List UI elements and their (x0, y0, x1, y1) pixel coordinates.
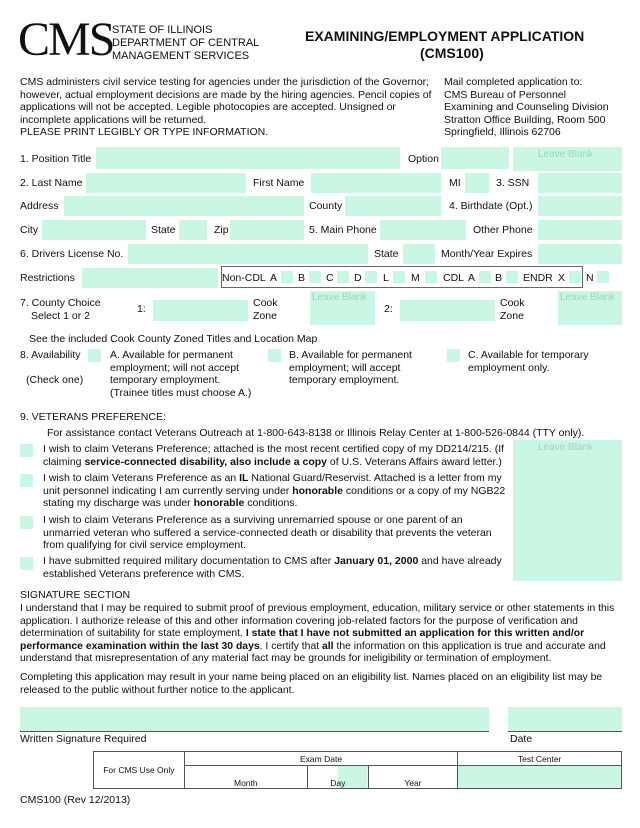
intro-line: applications will not be accepted. Legible photocopies are accepted. Unsigned or (20, 101, 396, 113)
veterans-option-line: established Veterans preference with CMS. (43, 567, 245, 580)
noncdl-m-checkbox[interactable] (425, 271, 437, 283)
eligibility-line: released to the public without further notice to the applicant. (20, 684, 295, 696)
availability-b-text (289, 349, 412, 387)
license-state-field[interactable] (403, 244, 435, 264)
text-run-bold: January 01, 2000 (334, 555, 419, 567)
form-number-title: (CMS100) (420, 45, 484, 61)
birthdate-field[interactable] (538, 196, 622, 216)
last-name-label: 2. Last Name (20, 177, 83, 189)
leave-blank-text: Leave Blank (538, 149, 594, 160)
text-run-bold: service-connected disability, also include a copy (84, 455, 327, 468)
noncdl-l-checkbox[interactable] (393, 271, 405, 283)
cook-zone-1-label: Cook (253, 297, 278, 309)
cms-use-table (93, 751, 622, 789)
org-line-2: DEPARTMENT OF CENTRAL (112, 37, 260, 49)
veterans-option-line (43, 497, 505, 510)
signature-statement (20, 603, 614, 666)
veterans-option-line: unmarried veteran who suffered a service-connected death or disability that prevents the veteran (43, 526, 492, 539)
text-run-bold: performance examination within the last 30 days (20, 640, 260, 652)
availability-b-line: employment; will accept (289, 361, 401, 374)
check-one-label: (Check one) (26, 374, 84, 386)
text-run-bold: honorable (292, 484, 343, 497)
endr-x-checkbox[interactable] (569, 271, 581, 283)
noncdl-l-label: L (383, 272, 389, 284)
text-run: . I certify that (259, 640, 323, 652)
date-label: Date (510, 733, 533, 745)
zip-field[interactable] (230, 220, 304, 240)
availability-a-line: temporary employment. (110, 374, 221, 386)
expires-field[interactable] (538, 244, 622, 264)
veterans-option-line: I wish to claim Veterans Preference; attached is the most recent certified copy of my DD214/215. (If (43, 443, 505, 455)
mail-line: Mail completed application to: (444, 76, 583, 88)
leave-blank-box (558, 291, 622, 325)
noncdl-b-checkbox[interactable] (309, 271, 321, 283)
mail-line: CMS Bureau of Personnel (444, 88, 566, 101)
text-run-bold: I state that I have not submitted an application for this written and/or (245, 628, 585, 639)
availability-a-text (110, 349, 251, 399)
expires-label: Month/Year Expires (441, 248, 533, 260)
date-line-rule (508, 731, 622, 732)
signature-line: understand that misrepresentation of any material fact may be grounds for ineligibility or termination of employment. (20, 653, 552, 664)
text-run: and have already (418, 555, 502, 567)
noncdl-d-label: D (354, 272, 362, 284)
date-field[interactable] (508, 707, 622, 731)
license-state-label: State (374, 248, 399, 260)
text-run: I have submitted required military documentation to CMS after (43, 555, 335, 567)
cms-use-label: For CMS Use Only (94, 752, 185, 789)
availability-c-line: C. Available for temporary (468, 349, 589, 361)
veterans-option-3-checkbox[interactable] (20, 516, 33, 529)
text-run-bold: IL (239, 472, 249, 484)
state-field[interactable] (179, 220, 207, 240)
text-run: determination of suitability for state employment. (20, 628, 246, 639)
cdl-a-label: A (468, 272, 476, 284)
leave-blank-text: Leave Blank (560, 292, 616, 303)
availability-b-line: B. Available for permanent (289, 349, 412, 361)
county-choice-2-field[interactable] (400, 300, 495, 321)
signature-line (20, 628, 614, 641)
veterans-option-line (43, 555, 502, 568)
veterans-option-2-text (43, 472, 505, 510)
state-label: State (151, 224, 176, 236)
cms-logo: CMS (18, 13, 114, 66)
option-field[interactable] (441, 147, 509, 169)
leave-blank-box (513, 147, 622, 171)
cdl-label: CDL (443, 272, 465, 284)
text-run: the information on this application is true and accurate and (333, 640, 606, 652)
veterans-option-3-text (43, 514, 492, 552)
veterans-option-line (43, 485, 505, 498)
cook-zone-2-label: Cook (500, 297, 525, 309)
noncdl-a-label: A (270, 272, 278, 284)
org-line-3: MANAGEMENT SERVICES (112, 50, 250, 62)
main-phone-label: 5. Main Phone (309, 224, 377, 236)
position-title-field[interactable] (96, 147, 400, 169)
city-label: City (20, 224, 39, 236)
cdl-b-checkbox[interactable] (506, 271, 518, 283)
county-choice-1-field[interactable] (153, 300, 248, 321)
county-label: County (309, 200, 343, 212)
day-cell: Day (307, 766, 368, 789)
mail-line: Springfield, Illinois 62706 (444, 126, 561, 138)
form-revision: CMS100 (Rev 12/2013) (20, 794, 131, 806)
birthdate-label: 4. Birthdate (Opt.) (449, 200, 533, 212)
ssn-label: 3. SSN (496, 177, 530, 189)
intro-line: however, actual employment decisions are made by the hiring agencies. Pencil copies of (20, 88, 432, 101)
veterans-contact: For assistance contact Veterans Outreach at 1-800-643-8138 or Illinois Relay Center at 1-800-526-0844 (TTY only). (47, 427, 585, 439)
text-run-bold: honorable (193, 497, 245, 509)
availability-a-line: employment; will not accept (110, 361, 239, 374)
position-title-label: 1. Position Title (20, 153, 92, 165)
zip-label: Zip (214, 224, 229, 236)
cook-county-note: See the included Cook County Zoned Titles and Location Map (29, 333, 318, 345)
text-run: unit personnel indicating I am currently serving under (43, 484, 293, 497)
veterans-option-4-text (43, 555, 502, 580)
veterans-option-2-checkbox[interactable] (20, 474, 33, 487)
availability-c-checkbox[interactable] (447, 349, 460, 362)
choice-1-label: 1: (137, 303, 146, 315)
cook-zone-2-label-2: Zone (500, 310, 524, 322)
text-run: National Guard/Reservist. Attached is a letter from my (248, 472, 502, 484)
text-run: I wish to claim Veterans Preference as an (43, 472, 240, 484)
veterans-option-line: from qualifying for civil service employment. (43, 539, 247, 551)
county-field[interactable] (345, 196, 441, 216)
signature-line: application. I authorize release of this and other information covering job-related factors for the purpose of verification and (20, 615, 578, 627)
veterans-option-1-checkbox[interactable] (20, 444, 33, 457)
noncdl-a-checkbox[interactable] (281, 271, 293, 283)
signature-line (20, 641, 614, 654)
signature-heading: SIGNATURE SECTION (20, 589, 131, 601)
availability-a-line: (Trainee titles must choose A.) (110, 386, 252, 399)
mail-line: Stratton Office Building, Room 500 (444, 113, 606, 126)
mi-label: MI (449, 177, 461, 189)
restrictions-label: Restrictions (20, 272, 75, 284)
option-label: Option (408, 153, 439, 165)
availability-c-text (468, 349, 589, 374)
text-run: stating my discharge was under (43, 497, 194, 509)
county-choice-label: 7. County Choice (20, 297, 101, 309)
license-field[interactable] (128, 244, 368, 264)
other-phone-field[interactable] (538, 220, 622, 240)
noncdl-c-label: C (326, 272, 334, 284)
main-phone-field[interactable] (380, 220, 466, 240)
endr-n-checkbox[interactable] (597, 271, 609, 283)
availability-a-line: A. Available for permanent (110, 349, 233, 361)
choice-2-label: 2: (384, 303, 393, 315)
last-name-field[interactable] (86, 173, 246, 193)
written-signature-label: Written Signature Required (20, 733, 147, 745)
availability-b-line: temporary employment. (289, 374, 400, 386)
month-cell: Month (184, 766, 307, 789)
noncdl-b-label: B (298, 272, 306, 284)
mail-address (444, 76, 609, 139)
veterans-option-1-text (43, 443, 504, 468)
address-label: Address (20, 200, 59, 212)
veterans-option-line (43, 472, 505, 485)
noncdl-m-label: M (411, 272, 420, 284)
address-field[interactable] (64, 196, 304, 216)
exam-date-header: Exam Date (184, 752, 458, 766)
leave-blank-text: Leave Blank (538, 442, 594, 453)
test-center-header: Test Center (458, 752, 622, 766)
intro-line: PLEASE PRINT LEGIBLY OR TYPE INFORMATION. (20, 126, 269, 138)
leave-blank-text: Leave Blank (312, 292, 368, 303)
text-run: of U.S. Veterans Affairs award letter.) (327, 455, 502, 468)
availability-a-checkbox[interactable] (88, 349, 101, 362)
leave-blank-box (310, 291, 375, 325)
test-center-cell (458, 766, 622, 789)
other-phone-label: Other Phone (473, 224, 533, 236)
intro-line: CMS administers civil service testing for agencies under the jurisdiction of the Governor; (20, 76, 430, 88)
year-cell: Year (368, 766, 458, 789)
cdl-a-checkbox[interactable] (479, 271, 491, 283)
veterans-option-line: I wish to claim Veterans Preference as a surviving unremarried spouse or one parent of an (43, 514, 463, 526)
cook-zone-1-label-2: Zone (253, 310, 277, 322)
availability-label: 8. Availability (20, 349, 81, 361)
first-name-label: First Name (253, 177, 305, 189)
text-run: conditions or a copy of my NGB22 (342, 484, 506, 497)
eligibility-statement (20, 672, 602, 697)
text-run: conditions. (244, 497, 298, 509)
county-choice-select: Select 1 or 2 (31, 310, 90, 322)
availability-b-checkbox[interactable] (268, 349, 281, 362)
org-line-1: STATE OF ILLINOIS (112, 24, 213, 36)
leave-blank-box (513, 440, 622, 581)
non-cdl-label: Non-CDL (222, 272, 266, 284)
cdl-b-label: B (495, 272, 503, 284)
endr-n-label: N (586, 272, 594, 284)
eligibility-line: Completing this application may result in your name being placed on an eligibility list. Names placed on an eligibility list may be (20, 672, 603, 683)
endr-x-label: X (558, 272, 566, 284)
intro-text (20, 76, 431, 139)
first-name-field[interactable] (311, 173, 441, 193)
signature-line: I understand that I may be required to submit proof of previous employment, education, military service or other statements in this (20, 603, 615, 614)
city-field[interactable] (42, 220, 146, 240)
mail-line: Examining and Counseling Division (444, 101, 609, 113)
ssn-field[interactable] (538, 173, 622, 193)
intro-line: incomplete applications will be returned. (20, 113, 207, 126)
veterans-option-4-checkbox[interactable] (20, 557, 33, 570)
veterans-option-line (43, 456, 504, 469)
availability-c-line: employment only. (468, 361, 550, 374)
noncdl-d-checkbox[interactable] (365, 271, 377, 283)
text-run: claiming (43, 455, 85, 468)
restrictions-field[interactable] (82, 268, 218, 288)
signature-line-rule (20, 731, 489, 732)
text-run-bold: all (322, 640, 334, 652)
endr-label: ENDR (523, 272, 553, 284)
signature-field[interactable] (20, 707, 489, 731)
license-label: 6. Drivers License No. (20, 248, 124, 260)
form-title: EXAMINING/EMPLOYMENT APPLICATION (305, 28, 585, 44)
noncdl-c-checkbox[interactable] (337, 271, 349, 283)
veterans-heading: 9. VETERANS PREFERENCE: (20, 411, 166, 423)
mi-field[interactable] (465, 173, 489, 193)
